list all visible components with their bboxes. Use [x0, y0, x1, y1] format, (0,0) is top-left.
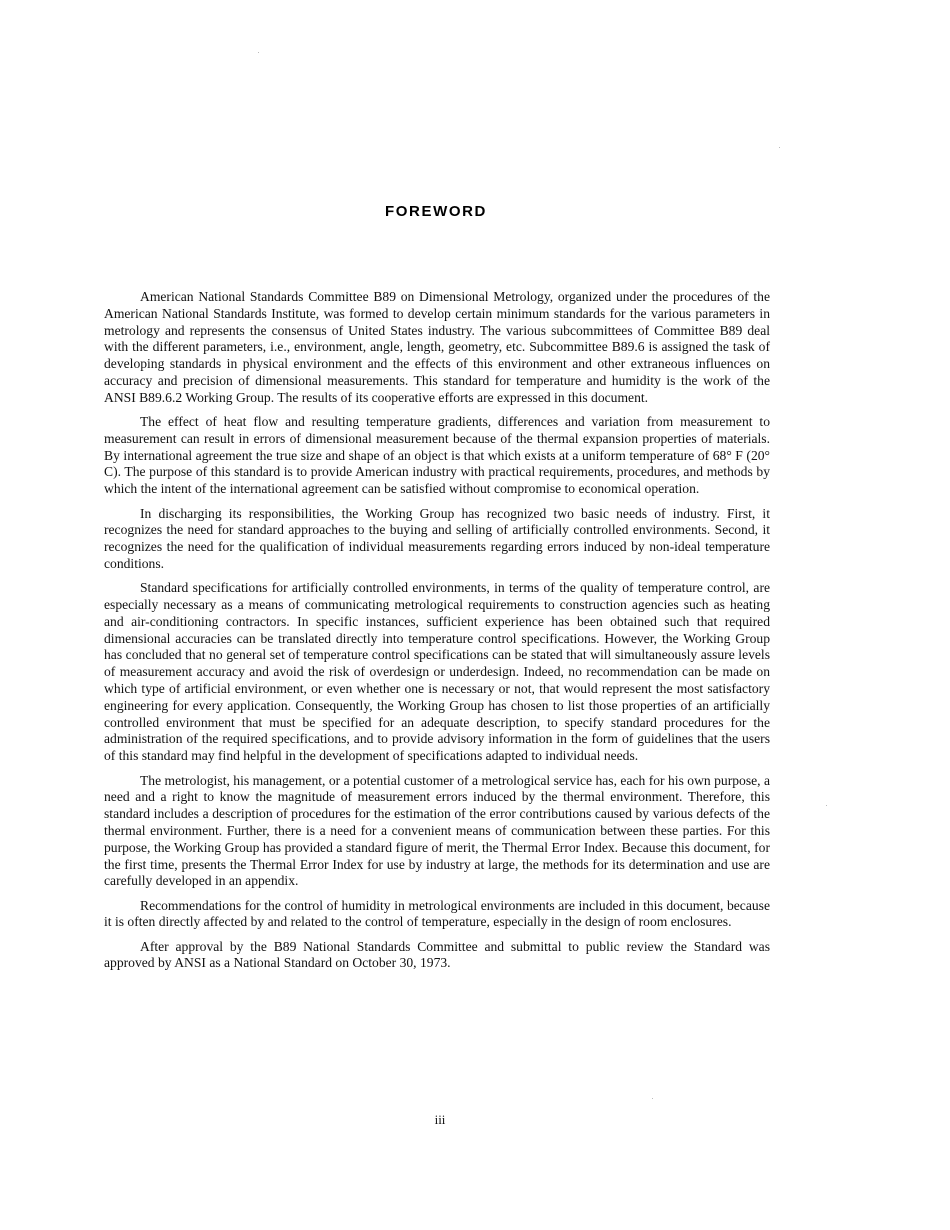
scan-speck: [779, 147, 780, 148]
paragraph-7: After approval by the B89 National Standards Committee and submittal to public review the Standard was approved by ANSI as a National Standard on October 30, 1973.: [104, 938, 770, 971]
paragraph-1: American National Standards Committee B89 on Dimensional Metrology, organized under the procedures of the American National Standards Institute, was formed to develop certain minimum standards for the various parameters in metrology and represents the consensus of United States industry. The various subcommittees of Committee B89 deal with the different parameters, i.e., environment, angle, length, geometry, etc. Subcommittee B89.6 is assigned the task of developing standards in physical environment and the effects of this environment and other extraneous influences on accuracy and precision of dimensional measurements. This standard for temperature and humidity is the work of the ANSI B89.6.2 Working Group. The results of its cooperative efforts are expressed in this document.: [104, 289, 770, 405]
page-number: iii: [434, 1112, 446, 1127]
paragraph-3: In discharging its responsibilities, the Working Group has recognized two basic needs of industry. First, it recognizes the need for standard approaches to the buying and selling of artificially controlled environments. Second, it recognizes the need for the qualification of individual measurements regarding errors induced by non-ideal temperature conditions.: [104, 505, 770, 571]
paragraph-2: The effect of heat flow and resulting temperature gradients, differences and variation from measurement to measurement can result in errors of dimensional measurement because of the thermal expansion properties of materials. By international agreement the true size and shape of an object is that which exists at a uniform temperature of 68° F (20° C). The purpose of this standard is to provide American industry with practical requirements, procedures, and methods by which the intent of the international agreement can be satisfied without compromise to economical operation.: [104, 414, 770, 497]
scan-speck: [652, 1098, 653, 1099]
paragraph-6: Recommendations for the control of humidity in metrological environments are included in this document, because it is often directly affected by and related to the control of temperature, especially in the design of room enclosures.: [104, 897, 770, 930]
scan-speck: [258, 52, 259, 53]
paragraph-5: The metrologist, his management, or a potential customer of a metrological service has, each for his own purpose, a need and a right to know the magnitude of measurement errors induced by the thermal environment. Therefore, this standard includes a description of procedures for the estimation of the error contributions caused by various defects of the thermal environment. Further, there is a need for a convenient means of communication between these parties. For this purpose, the Working Group has provided a standard figure of merit, the Thermal Error Index. Because this document, for the first time, presents the Thermal Error Index for use by industry at large, the methods for its determination and use are carefully developed in an appendix.: [104, 772, 770, 889]
page-title: FOREWORD: [385, 203, 487, 220]
scan-speck: [826, 805, 827, 806]
foreword-body: [104, 289, 770, 980]
paragraph-4: Standard specifications for artificially controlled environments, in terms of the quality of temperature control, are especially necessary as a means of communicating metrological requirements to construction agencies such as heating and air-conditioning contractors. In specific instances, sufficient experience has been obtained such that required dimensional accuracies can be translated directly into temperature control specifications. However, the Working Group has concluded that no general set of temperature control specifications can be stated that will simultaneously assure levels of measurement accuracy and avoid the risk of overdesign or underdesign. Indeed, no recommendation can be made on which type of artificial environment, or even whether one is necessary or not, that would represent the most satisfactory engineering for every application. Consequently, the Working Group has chosen to list those properties of an artificially controlled environment that must be specified for an adequate description, to specify standard procedures for the administration of the required specifications, and to provide advisory information in the form of guidelines that the users of this standard may find helpful in the development of specifications adapted to individual needs.: [104, 580, 770, 764]
